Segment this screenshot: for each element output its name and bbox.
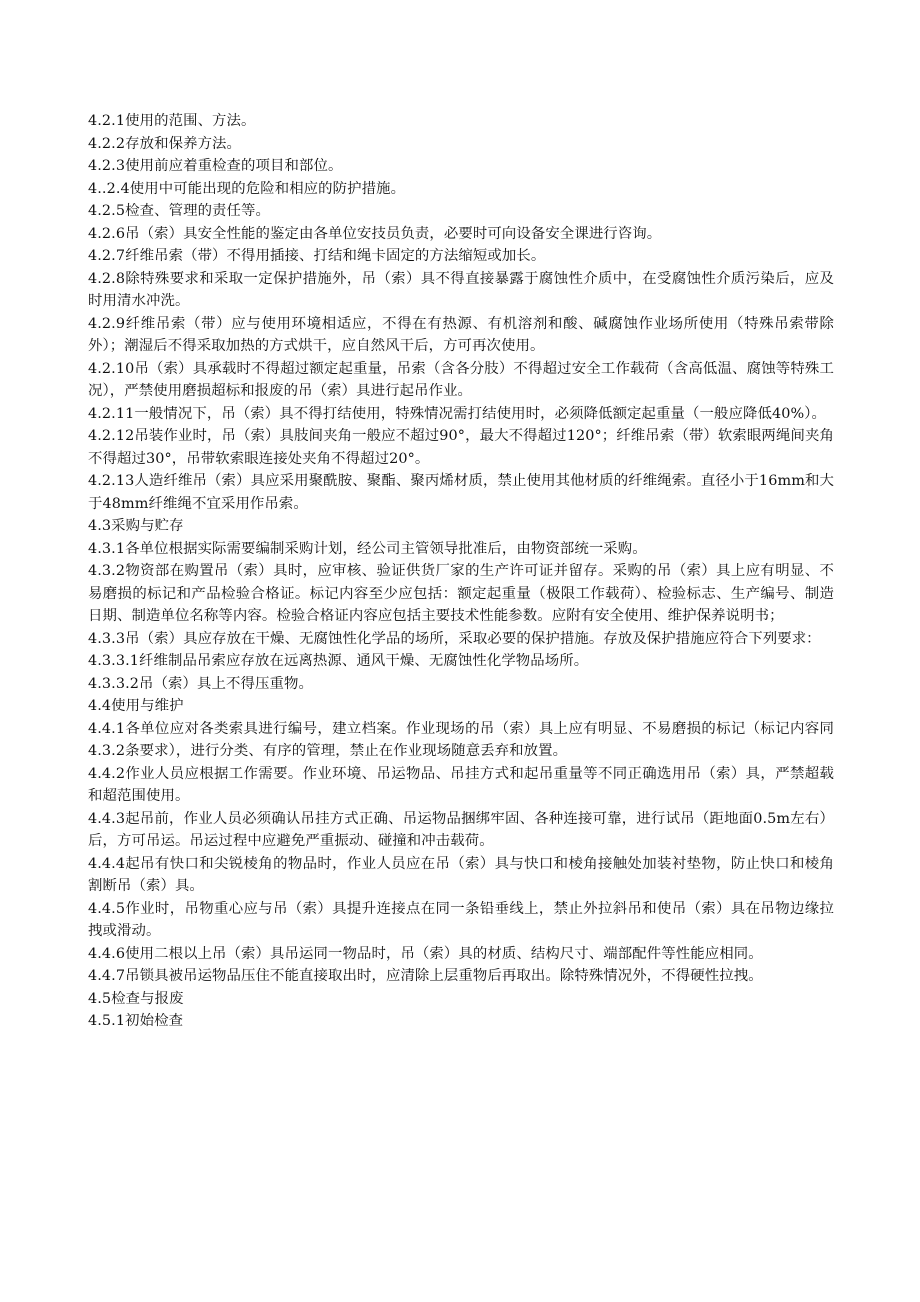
paragraph-4-2-10: 4.2.10吊（索）具承载时不得超过额定起重量，吊索（含各分肢）不得超过安全工作载荷（含高低温、腐蚀等特殊工况），严禁使用磨损超标和报废的吊（索）具进行起吊作业。 bbox=[88, 360, 834, 399]
paragraph-4-4-4: 4.4.4起吊有快口和尖锐棱角的物品时，作业人员应在吊（索）具与快口和棱角接触处加装衬垫物，防止快口和棱角割断吊（索）具。 bbox=[88, 855, 834, 894]
section-heading-4-3: 4.3采购与贮存 bbox=[88, 518, 184, 534]
paragraph-4-2-11: 4.2.11一般情况下，吊（索）具不得打结使用，特殊情况需打结使用时，必须降低额定起重量（一般应降低40%）。 bbox=[88, 405, 827, 422]
paragraph-4-4-6: 4.4.6使用二根以上吊（索）具吊运同一物品时，吊（索）具的材质、结构尺寸、端部配件等性能应相同。 bbox=[88, 945, 763, 962]
section-heading-4-4: 4.4使用与维护 bbox=[88, 698, 184, 714]
paragraph-4-3-3: 4.3.3吊（索）具应存放在干燥、无腐蚀性化学品的场所，采取必要的保护措施。存放及保护措施应符合下列要求： bbox=[88, 630, 821, 647]
paragraph-4-4-7: 4.4.7吊锁具被吊运物品压住不能直接取出时，应清除上层重物后再取出。除特殊情况外，不得硬性拉拽。 bbox=[88, 968, 763, 984]
section-heading-4-5: 4.5检查与报废 bbox=[88, 990, 184, 1007]
document-body bbox=[88, 110, 834, 1033]
paragraph-4-2-3: 4.2.3使用前应着重检查的项目和部位。 bbox=[88, 158, 343, 174]
paragraph-4-2-4: 4..2.4使用中可能出现的危险和相应的防护措施。 bbox=[88, 180, 406, 197]
paragraph-4-3-1: 4.3.1各单位根据实际需要编制采购计划，经公司主管领导批准后，由物资部统一采购。 bbox=[88, 540, 647, 557]
paragraph-4-2-8: 4.2.8除特殊要求和采取一定保护措施外，吊（索）具不得直接暴露于腐蚀性介质中，在受腐蚀性介质污染后，应及时用清水冲洗。 bbox=[88, 270, 834, 309]
paragraph-4-2-2: 4.2.2存放和保养方法。 bbox=[88, 135, 242, 152]
paragraph-4-4-3: 4.4.3起吊前，作业人员必须确认吊挂方式正确、吊运物品捆绑牢固、各种连接可靠，进行试吊（距地面0.5m左右）后，方可吊运。吊运过程中应避免严重振动、碰撞和冲击载荷。 bbox=[88, 810, 834, 849]
paragraph-4-2-1: 4.2.1使用的范围、方法。 bbox=[88, 113, 256, 129]
paragraph-4-5-1: 4.5.1初始检查 bbox=[88, 1013, 184, 1029]
paragraph-4-2-7: 4.2.7纤维吊索（带）不得用插接、打结和绳卡固定的方法缩短或加长。 bbox=[88, 248, 546, 264]
paragraph-4-3-3-1: 4.3.3.1纤维制品吊索应存放在远离热源、通风干燥、无腐蚀性化学物品场所。 bbox=[88, 653, 589, 669]
paragraph-4-4-5: 4.4.5作业时，吊物重心应与吊（索）具提升连接点在同一条铅垂线上，禁止外拉斜吊和使吊（索）具在吊物边缘拉拽或滑动。 bbox=[88, 900, 834, 939]
paragraph-4-2-6: 4.2.6吊（索）具安全性能的鉴定由各单位安技员负责，必要时可向设备安全课进行咨询。 bbox=[88, 225, 662, 242]
paragraph-4-4-2: 4.4.2作业人员应根据工作需要。作业环境、吊运物品、吊挂方式和起吊重量等不同正确选用吊（索）具，严禁超载和超范围使用。 bbox=[88, 765, 834, 804]
paragraph-4-4-1: 4.4.1各单位应对各类索具进行编号，建立档案。作业现场的吊（索）具上应有明显、不易磨损的标记（标记内容同4.3.2条要求），进行分类、有序的管理，禁止在作业现场随意丢弃和放置。 bbox=[88, 720, 834, 759]
paragraph-4-2-12: 4.2.12吊装作业时，吊（索）具肢间夹角一般应不超过90°，最大不得超过120°；纤维吊索（带）软索眼两绳间夹角不得超过30°，吊带软索眼连接处夹角不得超过20°。 bbox=[88, 428, 834, 467]
paragraph-4-3-3-2: 4.3.3.2吊（索）具上不得压重物。 bbox=[88, 675, 313, 692]
paragraph-4-3-2: 4.3.2物资部在购置吊（索）具时，应审核、验证供货厂家的生产许可证并留存。采购的吊（索）具上应有明显、不易磨损的标记和产品检验合格证。标记内容至少应包括：额定起重量（极限工作载荷）、检验标志、生产编号、制造日期、制造单位名称等内容。检验合格证内容应包括主要技术性能参数。应附有安全使用、维护保养说明书； bbox=[88, 563, 834, 624]
paragraph-4-2-13: 4.2.13人造纤维吊（索）具应采用聚酰胺、聚酯、聚丙烯材质，禁止使用其他材质的纤维绳索。直径小于16mm和大于48mm纤维绳不宜采用作吊索。 bbox=[88, 473, 834, 512]
paragraph-4-2-9: 4.2.9纤维吊索（带）应与使用环境相适应，不得在有热源、有机溶剂和酸、碱腐蚀作业场所使用（特殊吊索带除外）；潮湿后不得采取加热的方式烘干，应自然风干后，方可再次使用。 bbox=[88, 315, 834, 354]
paragraph-4-2-5: 4.2.5检查、管理的责任等。 bbox=[88, 203, 271, 219]
